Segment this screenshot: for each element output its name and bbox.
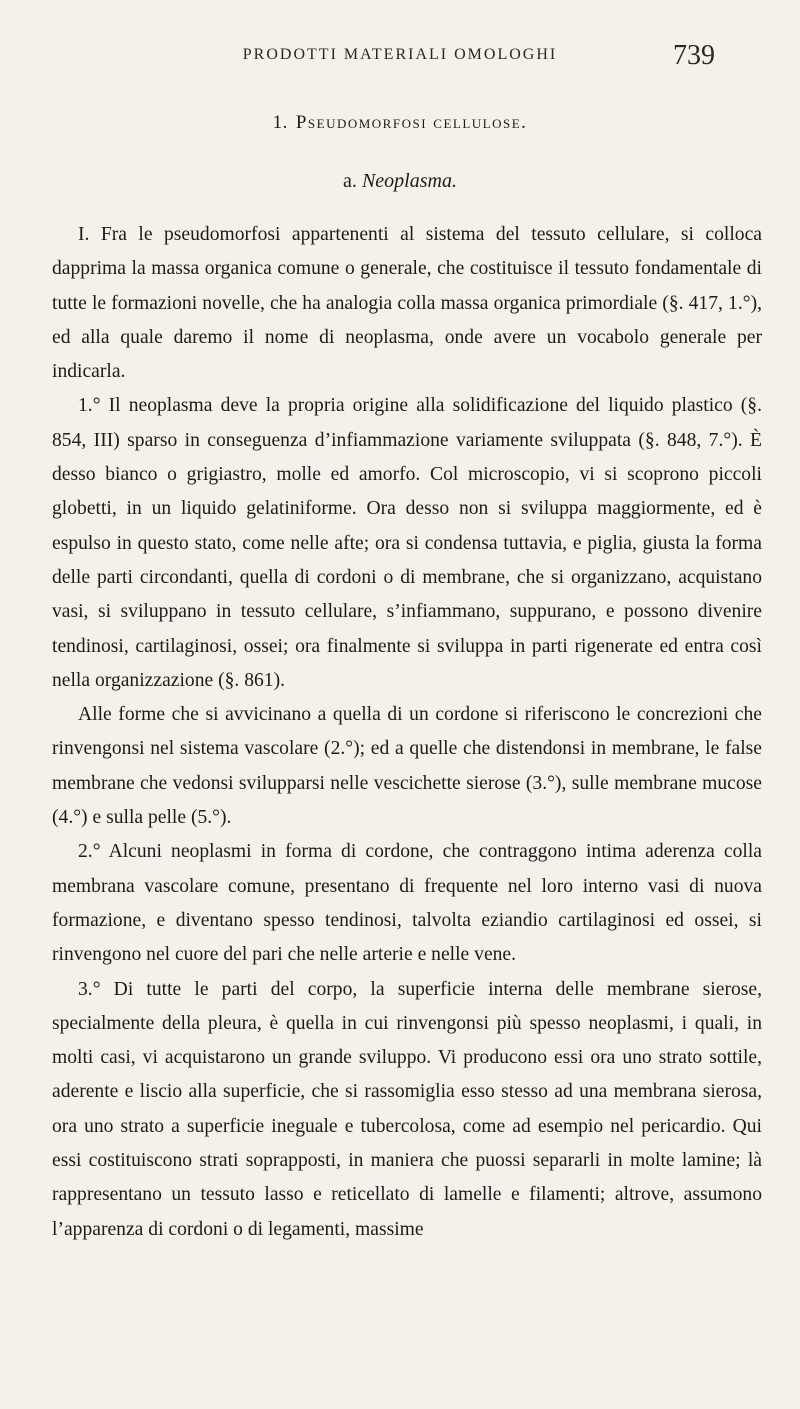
subsection-letter: a. [343,170,357,192]
subsection-title: Neoplasma. [361,170,457,192]
paragraph-4: 2.° Alcuni neoplasmi in forma di cordone, che contraggono intima aderenza colla membrana vascolare comune, presentano di frequente nel loro interno vasi di nuova formazione, e diventano spesso tendinosi, talvolta eziandio cartilaginosi ed ossei, si rinvengono nel cuore del pari che nelle arterie e nelle vene. [52,841,762,966]
section-title: Pseudomorfosi cellulose. [295,112,528,133]
running-title: PRODOTTI MATERIALI OMOLOGHI [242,46,558,63]
paragraph-1: I. Fra le pseudomorfosi appartenenti al sistema del tessuto cellulare, si colloca dapprima la massa organica comune o generale, che costituisce il tessuto fondamentale di tutte le formazioni novelle, che ha analogia colla massa organica primordiale (§. 417, 1.°), ed alla quale daremo il nome di neoplasma, onde avere un vocabolo generale per indicarla. [52,224,762,383]
paragraph-2: 1.° Il neoplasma deve la propria origine alla solidificazione del liquido plastico (§. 854, III) sparso in conseguenza d’infiammazione variamente sviluppata (§. 848, 7.°). È desso bianco o grigiastro, molle ed amorfo. Col microscopio, vi si scoprono piccoli globetti, in un liquido gelatiniforme. Ora desso non si sviluppa maggiormente, ed è espulso in questo stato, come nelle afte; ora si condensa tuttavia, e piglia, giusta la forma delle parti circondanti, quella di cordoni o di membrane, che si organizzano, acquistano vasi, si sviluppano in tessuto cellulare, s’infiammano, suppurano, e possono divenire tendinosi, cartilaginosi, ossei; ora finalmente si sviluppa in parti rigenerate ed entra così nella organizzazione (§. 861). [52,395,762,691]
body-text [52,218,762,1247]
section-heading [0,112,800,134]
running-head [0,40,800,80]
subsection-heading [0,170,800,193]
paragraph-3: Alle forme che si avvicinano a quella di un cordone si riferiscono le concrezioni che rinvengonsi nel sistema vascolare (2.°); ed a quelle che distendonsi in membrane, le false membrane che vedonsi svilupparsi nelle vescichette sierose (3.°), sulle membrane mucose (4.°) e sulla pelle (5.°). [52,704,762,829]
page-number: 739 [673,40,715,71]
paragraph-5: 3.° Di tutte le parti del corpo, la superficie interna delle membrane sierose, specialmente della pleura, è quella in cui rinvengonsi più spesso neoplasmi, i quali, in molti casi, vi acquistarono un grande sviluppo. Vi producono essi ora uno strato sottile, aderente e liscio alla superficie, che si rassomiglia esso stesso ad una membrana sierosa, ora uno strato a superficie ineguale e tubercolosa, come ad esempio nel pericardio. Qui essi costituiscono strati soprapposti, in maniera che puossi separarli in molte lamine; là rappresentano un tessuto lasso e reticellato di lamelle e filamenti; altrove, assumono l’apparenza di cordoni o di legamenti, massime [52,978,762,1240]
section-number: 1. [272,112,288,133]
